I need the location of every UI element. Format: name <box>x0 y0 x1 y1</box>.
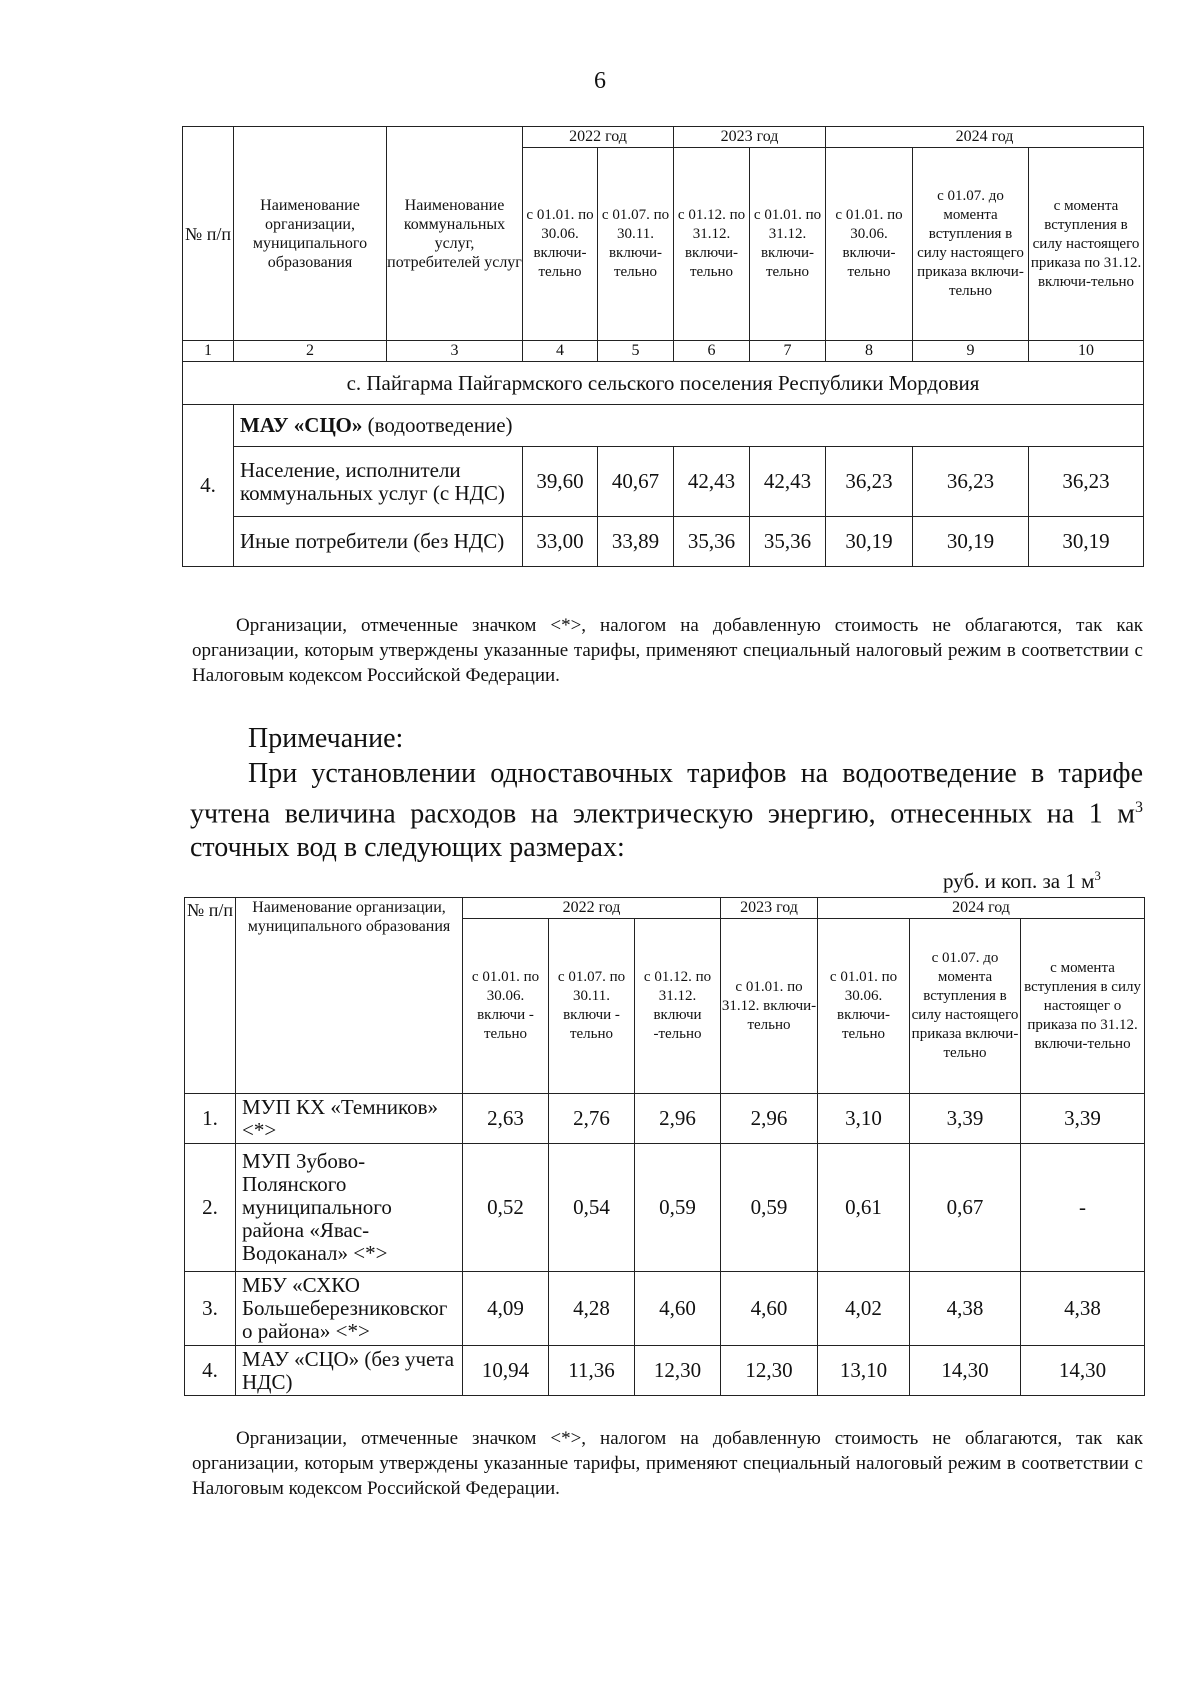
column-number: 5 <box>598 341 674 362</box>
tariff-value: 36,23 <box>1029 447 1144 517</box>
tariff-value: 2,76 <box>549 1094 635 1144</box>
header-org: Наименование организации, муниципального образования <box>236 898 463 1094</box>
row-number: 3. <box>185 1272 236 1346</box>
tariff-value: 0,54 <box>549 1144 635 1272</box>
consumer-label: Население, исполнители коммунальных услуг (с НДС) <box>234 447 523 517</box>
header-service: Наименование коммунальных услуг, потребителей услуг <box>387 127 523 341</box>
header-period: с 01.07. по 30.11. включи - тельно <box>549 919 635 1094</box>
org-name-rest: (водоотведение) <box>362 413 513 437</box>
header-period: с 01.01. по 30.06. включи-тельно <box>818 919 910 1094</box>
tariff-value: 3,10 <box>818 1094 910 1144</box>
tariff-value: 33,00 <box>523 517 598 567</box>
tariff-value: 13,10 <box>818 1346 910 1396</box>
tariff-value: 12,30 <box>721 1346 818 1396</box>
tariff-value: 0,59 <box>635 1144 721 1272</box>
tariff-value: 11,36 <box>549 1346 635 1396</box>
tariff-value: 4,60 <box>721 1272 818 1346</box>
location-row: с. Пайгарма Пайгармского сельского поселения Республики Мордовия <box>183 362 1144 405</box>
tariff-value: 4,28 <box>549 1272 635 1346</box>
tariff-value: 2,96 <box>721 1094 818 1144</box>
column-number: 3 <box>387 341 523 362</box>
tariff-value: 4,38 <box>1021 1272 1145 1346</box>
tariff-value: 4,09 <box>463 1272 549 1346</box>
tariff-value: 0,59 <box>721 1144 818 1272</box>
tariff-value: 42,43 <box>674 447 750 517</box>
column-number: 8 <box>826 341 913 362</box>
header-period: с 01.12. по 31.12. включи-тельно <box>674 148 750 341</box>
header-num: № п/п <box>183 127 234 341</box>
tariff-value: 35,36 <box>674 517 750 567</box>
units-superscript: 3 <box>1094 868 1101 883</box>
tariff-table-2 <box>184 897 1145 1396</box>
page-number: 6 <box>594 68 606 94</box>
tariff-value: 33,89 <box>598 517 674 567</box>
column-number: 1 <box>183 341 234 362</box>
tariff-value: 42,43 <box>750 447 826 517</box>
org-name: МАУ «СЦО» (без учета НДС) <box>236 1346 463 1396</box>
org-name: МУП КХ «Темников» <*> <box>236 1094 463 1144</box>
tariff-value: 30,19 <box>913 517 1029 567</box>
header-year-2024: 2024 год <box>826 127 1144 148</box>
header-org: Наименование организации, муниципального образования <box>234 127 387 341</box>
org-name: МБУ «СХКО Большеберезниковског о района» <*> <box>236 1272 463 1346</box>
column-number: 2 <box>234 341 387 362</box>
units-label <box>943 868 1101 894</box>
tariff-value: 30,19 <box>826 517 913 567</box>
note-body <box>190 757 1143 865</box>
tariff-value: 36,23 <box>826 447 913 517</box>
tariff-value: 12,30 <box>635 1346 721 1396</box>
tariff-table-1 <box>182 126 1144 567</box>
tariff-value: 14,30 <box>1021 1346 1145 1396</box>
tariff-value: 30,19 <box>1029 517 1144 567</box>
tariff-value: 0,52 <box>463 1144 549 1272</box>
header-period: с 01.01. по 31.12. включи-тельно <box>721 919 818 1094</box>
tariff-value: 0,67 <box>910 1144 1021 1272</box>
column-number: 10 <box>1029 341 1144 362</box>
tariff-value: 36,23 <box>913 447 1029 517</box>
header-period: с момента вступления в силу настоящего приказа по 31.12. включи-тельно <box>1029 148 1144 341</box>
header-period: с 01.01. по 31.12. включи-тельно <box>750 148 826 341</box>
header-period: с момента вступления в силу настоящег о приказа по 31.12. включи-тельно <box>1021 919 1145 1094</box>
tariff-value: 39,60 <box>523 447 598 517</box>
header-period: с 01.07. до момента вступления в силу настоящего приказа включи-тельно <box>910 919 1021 1094</box>
tariff-value: - <box>1021 1144 1145 1272</box>
note-tail-text: сточных вод в следующих размерах: <box>190 832 625 864</box>
header-period: с 01.12. по 31.12. включи -тельно <box>635 919 721 1094</box>
column-number: 6 <box>674 341 750 362</box>
tax-note-paragraph: Организации, отмеченные значком <*>, налогом на добавленную стоимость не облагаются, так как организации, которым утверждены указанные тарифы, применяют специальный налоговый режим в соответствии с Налоговым кодексом Российской Федерации. <box>192 615 1143 686</box>
header-period: с 01.01. по 30.06. включи-тельно <box>523 148 598 341</box>
tariff-value: 2,96 <box>635 1094 721 1144</box>
header-period: с 01.07. по 30.11. включи-тельно <box>598 148 674 341</box>
column-number: 9 <box>913 341 1029 362</box>
tariff-value: 4,38 <box>910 1272 1021 1346</box>
row-number: 4. <box>183 405 234 567</box>
tax-note-paragraph-2: Организации, отмеченные значком <*>, налогом на добавленную стоимость не облагаются, так как организации, которым утверждены указанные тарифы, применяют специальный налоговый режим в соответствии с Налоговым кодексом Российской Федерации. <box>192 1428 1143 1499</box>
header-period: с 01.07. до момента вступления в силу настоящего приказа включи-тельно <box>913 148 1029 341</box>
tariff-value: 4,60 <box>635 1272 721 1346</box>
header-year-2024: 2024 год <box>818 898 1145 919</box>
tariff-value: 14,30 <box>910 1346 1021 1396</box>
header-num: № п/п <box>185 898 236 1094</box>
tariff-value: 10,94 <box>463 1346 549 1396</box>
org-name-row <box>234 405 1144 447</box>
header-period: с 01.01. по 30.06. включи-тельно <box>826 148 913 341</box>
row-number: 2. <box>185 1144 236 1272</box>
tariff-value: 3,39 <box>910 1094 1021 1144</box>
note-superscript: 3 <box>1135 799 1143 816</box>
header-year-2022: 2022 год <box>463 898 721 919</box>
consumer-label: Иные потребители (без НДС) <box>234 517 523 567</box>
header-year-2023: 2023 год <box>721 898 818 919</box>
tariff-value: 0,61 <box>818 1144 910 1272</box>
tariff-value: 4,02 <box>818 1272 910 1346</box>
tariff-value: 2,63 <box>463 1094 549 1144</box>
note-body-text: При установлении одноставочных тарифов на водоотведение в тарифе учтена величина расходов на электрическую энергию, отнесенных на 1 м <box>190 758 1143 830</box>
tariff-value: 35,36 <box>750 517 826 567</box>
header-year-2023: 2023 год <box>674 127 826 148</box>
tariff-value: 3,39 <box>1021 1094 1145 1144</box>
note-title: Примечание: <box>248 723 404 754</box>
units-text: руб. и коп. за 1 м <box>943 869 1095 893</box>
org-name-bold: МАУ «СЦО» <box>240 413 363 437</box>
org-name: МУП Зубово-Полянского муниципального района «Явас-Водоканал» <*> <box>236 1144 463 1272</box>
tariff-value: 40,67 <box>598 447 674 517</box>
column-number: 7 <box>750 341 826 362</box>
header-period: с 01.01. по 30.06. включи - тельно <box>463 919 549 1094</box>
column-number: 4 <box>523 341 598 362</box>
row-number: 1. <box>185 1094 236 1144</box>
header-year-2022: 2022 год <box>523 127 674 148</box>
row-number: 4. <box>185 1346 236 1396</box>
